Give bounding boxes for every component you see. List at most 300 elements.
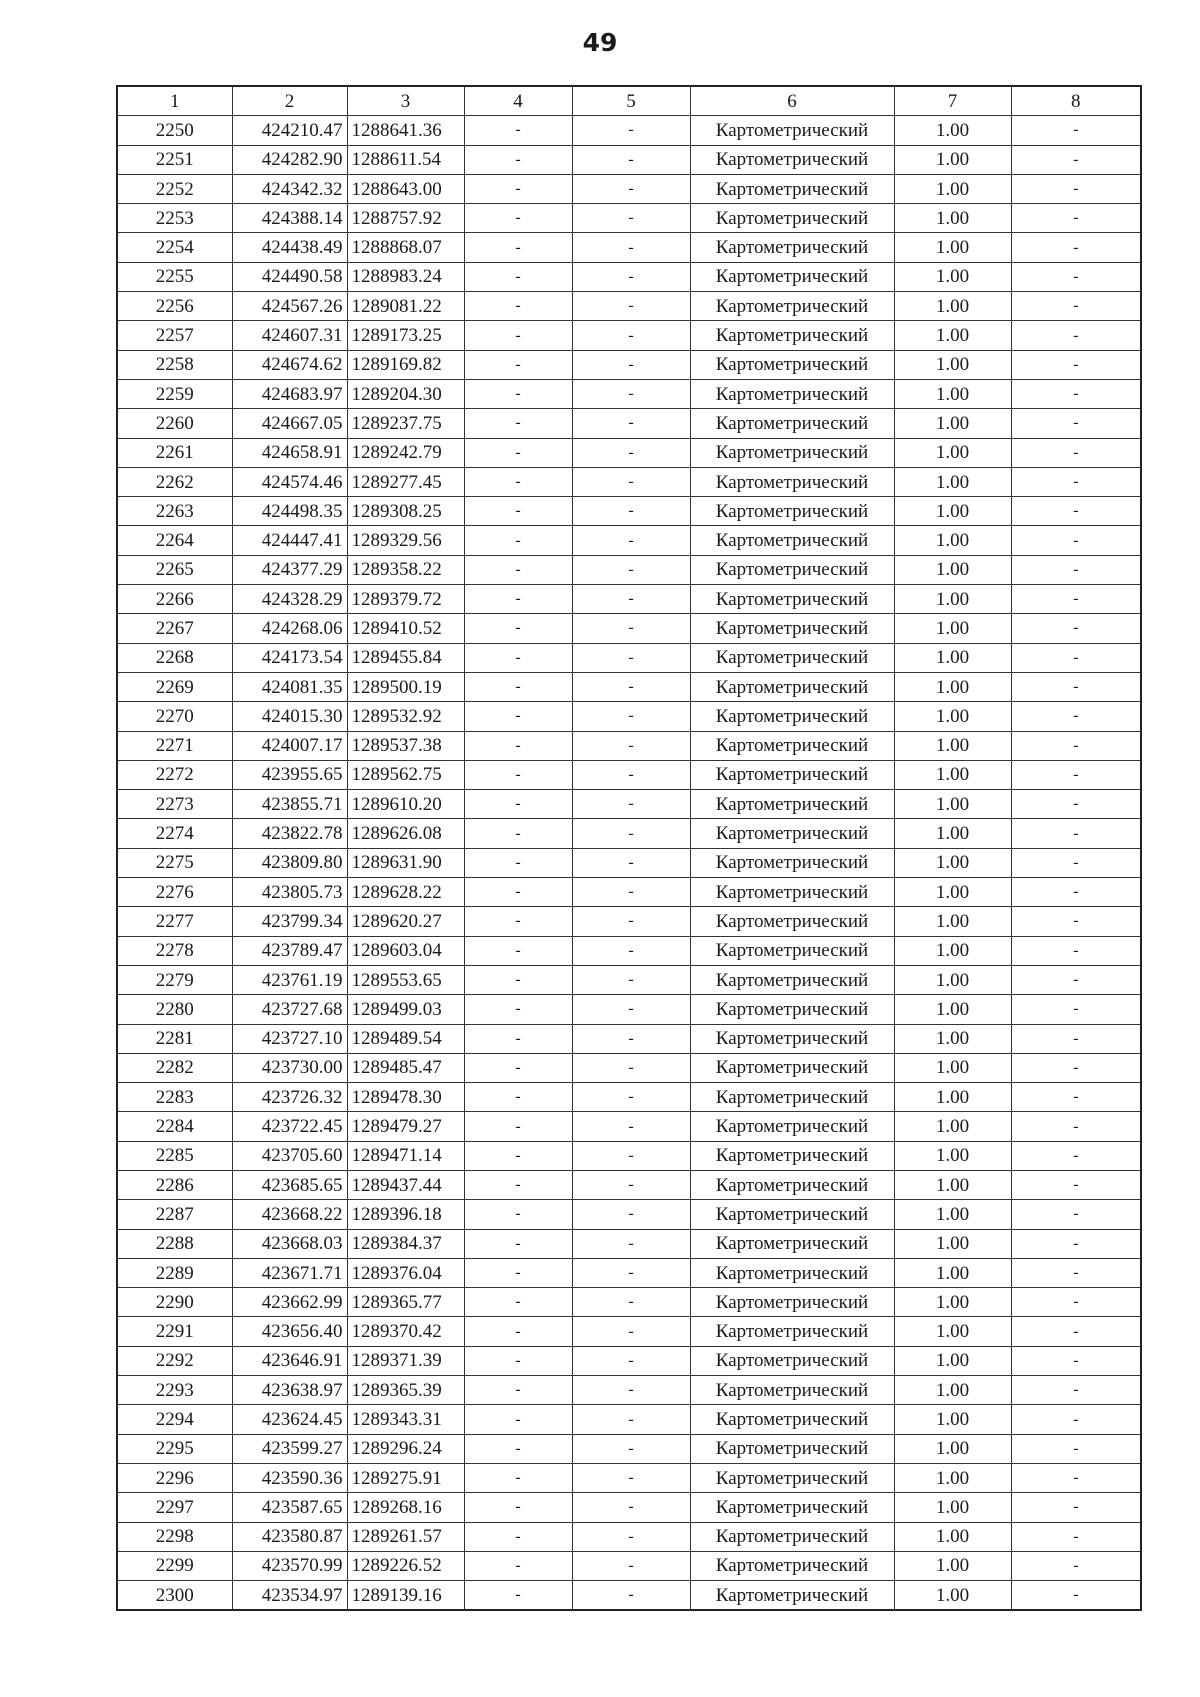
y-coordinate-cell: 1289396.18 [347, 1200, 464, 1229]
x-coordinate-cell: 423685.65 [232, 1170, 347, 1199]
col4-cell: - [464, 1200, 572, 1229]
col8-cell: - [1011, 907, 1141, 936]
table-row [117, 1522, 1141, 1551]
accuracy-cell: 1.00 [894, 1141, 1011, 1170]
y-coordinate-cell: 1289268.16 [347, 1493, 464, 1522]
point-number-cell: 2273 [117, 790, 232, 819]
accuracy-cell: 1.00 [894, 1024, 1011, 1053]
method-cell: Картометрический [690, 1200, 894, 1229]
y-coordinate-cell: 1289384.37 [347, 1229, 464, 1258]
table-header-row [117, 86, 1141, 116]
col8-cell: - [1011, 1024, 1141, 1053]
point-number-cell: 2274 [117, 819, 232, 848]
col5-cell: - [572, 233, 690, 262]
point-number-cell: 2294 [117, 1405, 232, 1434]
table-row [117, 204, 1141, 233]
col5-cell: - [572, 790, 690, 819]
method-cell: Картометрический [690, 555, 894, 584]
y-coordinate-cell: 1289308.25 [347, 497, 464, 526]
y-coordinate-cell: 1289242.79 [347, 438, 464, 467]
point-number-cell: 2271 [117, 731, 232, 760]
method-cell: Картометрический [690, 145, 894, 174]
col4-cell: - [464, 1024, 572, 1053]
table-row [117, 409, 1141, 438]
point-number-cell: 2251 [117, 145, 232, 174]
col4-cell: - [464, 1376, 572, 1405]
accuracy-cell: 1.00 [894, 1258, 1011, 1287]
col8-cell: - [1011, 1346, 1141, 1375]
col5-cell: - [572, 1376, 690, 1405]
method-cell: Картометрический [690, 1141, 894, 1170]
col4-cell: - [464, 760, 572, 789]
point-number-cell: 2290 [117, 1288, 232, 1317]
col4-cell: - [464, 1463, 572, 1492]
method-cell: Картометрический [690, 1317, 894, 1346]
col5-cell: - [572, 497, 690, 526]
col5-cell: - [572, 819, 690, 848]
y-coordinate-cell: 1289370.42 [347, 1317, 464, 1346]
col8-cell: - [1011, 1112, 1141, 1141]
col4-cell: - [464, 145, 572, 174]
x-coordinate-cell: 424173.54 [232, 643, 347, 672]
col5-cell: - [572, 1258, 690, 1287]
col8-cell: - [1011, 1463, 1141, 1492]
x-coordinate-cell: 423722.45 [232, 1112, 347, 1141]
method-cell: Картометрический [690, 409, 894, 438]
x-coordinate-cell: 424658.91 [232, 438, 347, 467]
table-row [117, 965, 1141, 994]
col5-cell: - [572, 1434, 690, 1463]
point-number-cell: 2262 [117, 467, 232, 496]
accuracy-cell: 1.00 [894, 936, 1011, 965]
y-coordinate-cell: 1289603.04 [347, 936, 464, 965]
point-number-cell: 2264 [117, 526, 232, 555]
accuracy-cell: 1.00 [894, 145, 1011, 174]
x-coordinate-cell: 424567.26 [232, 292, 347, 321]
point-number-cell: 2289 [117, 1258, 232, 1287]
method-cell: Картометрический [690, 614, 894, 643]
method-cell: Картометрический [690, 1288, 894, 1317]
col8-cell: - [1011, 1288, 1141, 1317]
accuracy-cell: 1.00 [894, 731, 1011, 760]
col8-cell: - [1011, 585, 1141, 614]
method-cell: Картометрический [690, 174, 894, 203]
method-cell: Картометрический [690, 965, 894, 994]
y-coordinate-cell: 1289237.75 [347, 409, 464, 438]
col8-cell: - [1011, 467, 1141, 496]
col5-cell: - [572, 907, 690, 936]
accuracy-cell: 1.00 [894, 1083, 1011, 1112]
column-header-1: 1 [117, 86, 232, 116]
col4-cell: - [464, 790, 572, 819]
table-row [117, 467, 1141, 496]
table-row [117, 819, 1141, 848]
y-coordinate-cell: 1289139.16 [347, 1581, 464, 1611]
col5-cell: - [572, 350, 690, 379]
x-coordinate-cell: 423599.27 [232, 1434, 347, 1463]
x-coordinate-cell: 423534.97 [232, 1581, 347, 1611]
col5-cell: - [572, 145, 690, 174]
method-cell: Картометрический [690, 379, 894, 408]
col8-cell: - [1011, 1141, 1141, 1170]
col8-cell: - [1011, 819, 1141, 848]
x-coordinate-cell: 424498.35 [232, 497, 347, 526]
col4-cell: - [464, 1170, 572, 1199]
col8-cell: - [1011, 497, 1141, 526]
col5-cell: - [572, 1551, 690, 1580]
col8-cell: - [1011, 1522, 1141, 1551]
col4-cell: - [464, 614, 572, 643]
accuracy-cell: 1.00 [894, 1229, 1011, 1258]
col8-cell: - [1011, 936, 1141, 965]
col5-cell: - [572, 438, 690, 467]
method-cell: Картометрический [690, 1522, 894, 1551]
x-coordinate-cell: 423587.65 [232, 1493, 347, 1522]
y-coordinate-cell: 1289169.82 [347, 350, 464, 379]
method-cell: Картометрический [690, 204, 894, 233]
col5-cell: - [572, 1024, 690, 1053]
col4-cell: - [464, 907, 572, 936]
table-row [117, 262, 1141, 291]
col5-cell: - [572, 1170, 690, 1199]
col5-cell: - [572, 585, 690, 614]
col5-cell: - [572, 526, 690, 555]
table-row [117, 1024, 1141, 1053]
table-row [117, 643, 1141, 672]
table-row [117, 1493, 1141, 1522]
accuracy-cell: 1.00 [894, 292, 1011, 321]
y-coordinate-cell: 1289437.44 [347, 1170, 464, 1199]
point-number-cell: 2281 [117, 1024, 232, 1053]
x-coordinate-cell: 424490.58 [232, 262, 347, 291]
method-cell: Картометрический [690, 819, 894, 848]
col8-cell: - [1011, 1083, 1141, 1112]
col4-cell: - [464, 526, 572, 555]
col5-cell: - [572, 1053, 690, 1082]
col5-cell: - [572, 965, 690, 994]
col4-cell: - [464, 702, 572, 731]
col4-cell: - [464, 116, 572, 145]
col5-cell: - [572, 1083, 690, 1112]
table-row [117, 1053, 1141, 1082]
table-row [117, 702, 1141, 731]
col4-cell: - [464, 1493, 572, 1522]
table-row [117, 1346, 1141, 1375]
y-coordinate-cell: 1289628.22 [347, 878, 464, 907]
x-coordinate-cell: 423727.10 [232, 1024, 347, 1053]
point-number-cell: 2261 [117, 438, 232, 467]
accuracy-cell: 1.00 [894, 614, 1011, 643]
col8-cell: - [1011, 292, 1141, 321]
accuracy-cell: 1.00 [894, 1493, 1011, 1522]
col5-cell: - [572, 702, 690, 731]
col4-cell: - [464, 1258, 572, 1287]
accuracy-cell: 1.00 [894, 1463, 1011, 1492]
y-coordinate-cell: 1288643.00 [347, 174, 464, 203]
point-number-cell: 2297 [117, 1493, 232, 1522]
table-row [117, 790, 1141, 819]
x-coordinate-cell: 424377.29 [232, 555, 347, 584]
col8-cell: - [1011, 204, 1141, 233]
y-coordinate-cell: 1289410.52 [347, 614, 464, 643]
col5-cell: - [572, 321, 690, 350]
method-cell: Картометрический [690, 643, 894, 672]
col8-cell: - [1011, 116, 1141, 145]
table-row [117, 497, 1141, 526]
y-coordinate-cell: 1289489.54 [347, 1024, 464, 1053]
col8-cell: - [1011, 379, 1141, 408]
col5-cell: - [572, 672, 690, 701]
point-number-cell: 2260 [117, 409, 232, 438]
y-coordinate-cell: 1289532.92 [347, 702, 464, 731]
col5-cell: - [572, 409, 690, 438]
point-number-cell: 2252 [117, 174, 232, 203]
x-coordinate-cell: 423624.45 [232, 1405, 347, 1434]
accuracy-cell: 1.00 [894, 526, 1011, 555]
column-header-8: 8 [1011, 86, 1141, 116]
method-cell: Картометрический [690, 731, 894, 760]
col5-cell: - [572, 204, 690, 233]
col4-cell: - [464, 1581, 572, 1611]
col4-cell: - [464, 643, 572, 672]
accuracy-cell: 1.00 [894, 1405, 1011, 1434]
y-coordinate-cell: 1288983.24 [347, 262, 464, 291]
col4-cell: - [464, 292, 572, 321]
col4-cell: - [464, 555, 572, 584]
col5-cell: - [572, 731, 690, 760]
col5-cell: - [572, 643, 690, 672]
col4-cell: - [464, 1053, 572, 1082]
x-coordinate-cell: 423668.22 [232, 1200, 347, 1229]
x-coordinate-cell: 423789.47 [232, 936, 347, 965]
col5-cell: - [572, 1405, 690, 1434]
method-cell: Картометрический [690, 1405, 894, 1434]
point-number-cell: 2250 [117, 116, 232, 145]
x-coordinate-cell: 423955.65 [232, 760, 347, 789]
accuracy-cell: 1.00 [894, 174, 1011, 203]
column-header-2: 2 [232, 86, 347, 116]
point-number-cell: 2267 [117, 614, 232, 643]
table-row [117, 1405, 1141, 1434]
table-row [117, 1463, 1141, 1492]
x-coordinate-cell: 424268.06 [232, 614, 347, 643]
col8-cell: - [1011, 643, 1141, 672]
col5-cell: - [572, 995, 690, 1024]
y-coordinate-cell: 1289471.14 [347, 1141, 464, 1170]
col4-cell: - [464, 995, 572, 1024]
method-cell: Картометрический [690, 497, 894, 526]
column-header-3: 3 [347, 86, 464, 116]
table-row [117, 321, 1141, 350]
point-number-cell: 2291 [117, 1317, 232, 1346]
y-coordinate-cell: 1289610.20 [347, 790, 464, 819]
table-row [117, 438, 1141, 467]
method-cell: Картометрический [690, 878, 894, 907]
col4-cell: - [464, 233, 572, 262]
method-cell: Картометрический [690, 233, 894, 262]
col4-cell: - [464, 204, 572, 233]
x-coordinate-cell: 423730.00 [232, 1053, 347, 1082]
col5-cell: - [572, 760, 690, 789]
point-number-cell: 2258 [117, 350, 232, 379]
col4-cell: - [464, 262, 572, 291]
point-number-cell: 2279 [117, 965, 232, 994]
accuracy-cell: 1.00 [894, 555, 1011, 584]
x-coordinate-cell: 423705.60 [232, 1141, 347, 1170]
y-coordinate-cell: 1288757.92 [347, 204, 464, 233]
table-row [117, 174, 1141, 203]
accuracy-cell: 1.00 [894, 1200, 1011, 1229]
table-row [117, 1200, 1141, 1229]
point-number-cell: 2277 [117, 907, 232, 936]
y-coordinate-cell: 1289226.52 [347, 1551, 464, 1580]
point-number-cell: 2300 [117, 1581, 232, 1611]
col5-cell: - [572, 1522, 690, 1551]
method-cell: Картометрический [690, 1053, 894, 1082]
col5-cell: - [572, 116, 690, 145]
col5-cell: - [572, 1288, 690, 1317]
table-row [117, 614, 1141, 643]
y-coordinate-cell: 1289620.27 [347, 907, 464, 936]
x-coordinate-cell: 423726.32 [232, 1083, 347, 1112]
col8-cell: - [1011, 1405, 1141, 1434]
col4-cell: - [464, 1434, 572, 1463]
y-coordinate-cell: 1289365.39 [347, 1376, 464, 1405]
point-number-cell: 2256 [117, 292, 232, 321]
accuracy-cell: 1.00 [894, 379, 1011, 408]
col8-cell: - [1011, 321, 1141, 350]
col8-cell: - [1011, 409, 1141, 438]
col8-cell: - [1011, 1434, 1141, 1463]
method-cell: Картометрический [690, 467, 894, 496]
col4-cell: - [464, 848, 572, 877]
y-coordinate-cell: 1289479.27 [347, 1112, 464, 1141]
method-cell: Картометрический [690, 350, 894, 379]
accuracy-cell: 1.00 [894, 643, 1011, 672]
x-coordinate-cell: 423799.34 [232, 907, 347, 936]
col5-cell: - [572, 1112, 690, 1141]
point-number-cell: 2282 [117, 1053, 232, 1082]
point-number-cell: 2268 [117, 643, 232, 672]
method-cell: Картометрический [690, 790, 894, 819]
column-header-5: 5 [572, 86, 690, 116]
col8-cell: - [1011, 614, 1141, 643]
table-row [117, 907, 1141, 936]
accuracy-cell: 1.00 [894, 233, 1011, 262]
y-coordinate-cell: 1289343.31 [347, 1405, 464, 1434]
x-coordinate-cell: 424607.31 [232, 321, 347, 350]
accuracy-cell: 1.00 [894, 409, 1011, 438]
x-coordinate-cell: 424667.05 [232, 409, 347, 438]
col5-cell: - [572, 292, 690, 321]
point-number-cell: 2298 [117, 1522, 232, 1551]
x-coordinate-cell: 423646.91 [232, 1346, 347, 1375]
page-number: 49 [582, 28, 618, 57]
y-coordinate-cell: 1289562.75 [347, 760, 464, 789]
point-number-cell: 2257 [117, 321, 232, 350]
table-row [117, 1317, 1141, 1346]
col4-cell: - [464, 1141, 572, 1170]
table-row [117, 145, 1141, 174]
accuracy-cell: 1.00 [894, 321, 1011, 350]
col8-cell: - [1011, 1229, 1141, 1258]
col8-cell: - [1011, 350, 1141, 379]
point-number-cell: 2270 [117, 702, 232, 731]
col5-cell: - [572, 614, 690, 643]
y-coordinate-cell: 1289081.22 [347, 292, 464, 321]
col8-cell: - [1011, 965, 1141, 994]
point-number-cell: 2285 [117, 1141, 232, 1170]
accuracy-cell: 1.00 [894, 116, 1011, 145]
point-number-cell: 2272 [117, 760, 232, 789]
col5-cell: - [572, 262, 690, 291]
y-coordinate-cell: 1289478.30 [347, 1083, 464, 1112]
point-number-cell: 2253 [117, 204, 232, 233]
col8-cell: - [1011, 526, 1141, 555]
col4-cell: - [464, 321, 572, 350]
x-coordinate-cell: 423570.99 [232, 1551, 347, 1580]
col4-cell: - [464, 1317, 572, 1346]
col5-cell: - [572, 1493, 690, 1522]
table-row [117, 936, 1141, 965]
y-coordinate-cell: 1289626.08 [347, 819, 464, 848]
method-cell: Картометрический [690, 1229, 894, 1258]
table-row [117, 292, 1141, 321]
col4-cell: - [464, 1112, 572, 1141]
method-cell: Картометрический [690, 262, 894, 291]
col4-cell: - [464, 672, 572, 701]
y-coordinate-cell: 1289277.45 [347, 467, 464, 496]
method-cell: Картометрический [690, 1434, 894, 1463]
col4-cell: - [464, 1083, 572, 1112]
x-coordinate-cell: 424574.46 [232, 467, 347, 496]
col5-cell: - [572, 1317, 690, 1346]
table-row [117, 233, 1141, 262]
col8-cell: - [1011, 233, 1141, 262]
method-cell: Картометрический [690, 1376, 894, 1405]
table-row [117, 379, 1141, 408]
col5-cell: - [572, 1200, 690, 1229]
accuracy-cell: 1.00 [894, 1376, 1011, 1405]
x-coordinate-cell: 424447.41 [232, 526, 347, 555]
col8-cell: - [1011, 790, 1141, 819]
y-coordinate-cell: 1289379.72 [347, 585, 464, 614]
accuracy-cell: 1.00 [894, 1053, 1011, 1082]
accuracy-cell: 1.00 [894, 1434, 1011, 1463]
x-coordinate-cell: 423809.80 [232, 848, 347, 877]
method-cell: Картометрический [690, 672, 894, 701]
col4-cell: - [464, 409, 572, 438]
point-number-cell: 2299 [117, 1551, 232, 1580]
table-body [117, 116, 1141, 1611]
point-number-cell: 2269 [117, 672, 232, 701]
y-coordinate-cell: 1289358.22 [347, 555, 464, 584]
table-row [117, 848, 1141, 877]
method-cell: Картометрический [690, 1258, 894, 1287]
y-coordinate-cell: 1289329.56 [347, 526, 464, 555]
x-coordinate-cell: 424683.97 [232, 379, 347, 408]
table-row [117, 1376, 1141, 1405]
col4-cell: - [464, 379, 572, 408]
x-coordinate-cell: 423761.19 [232, 965, 347, 994]
x-coordinate-cell: 424388.14 [232, 204, 347, 233]
accuracy-cell: 1.00 [894, 438, 1011, 467]
table-row [117, 1141, 1141, 1170]
x-coordinate-cell: 424328.29 [232, 585, 347, 614]
col8-cell: - [1011, 1376, 1141, 1405]
y-coordinate-cell: 1288611.54 [347, 145, 464, 174]
table-row [117, 1551, 1141, 1580]
